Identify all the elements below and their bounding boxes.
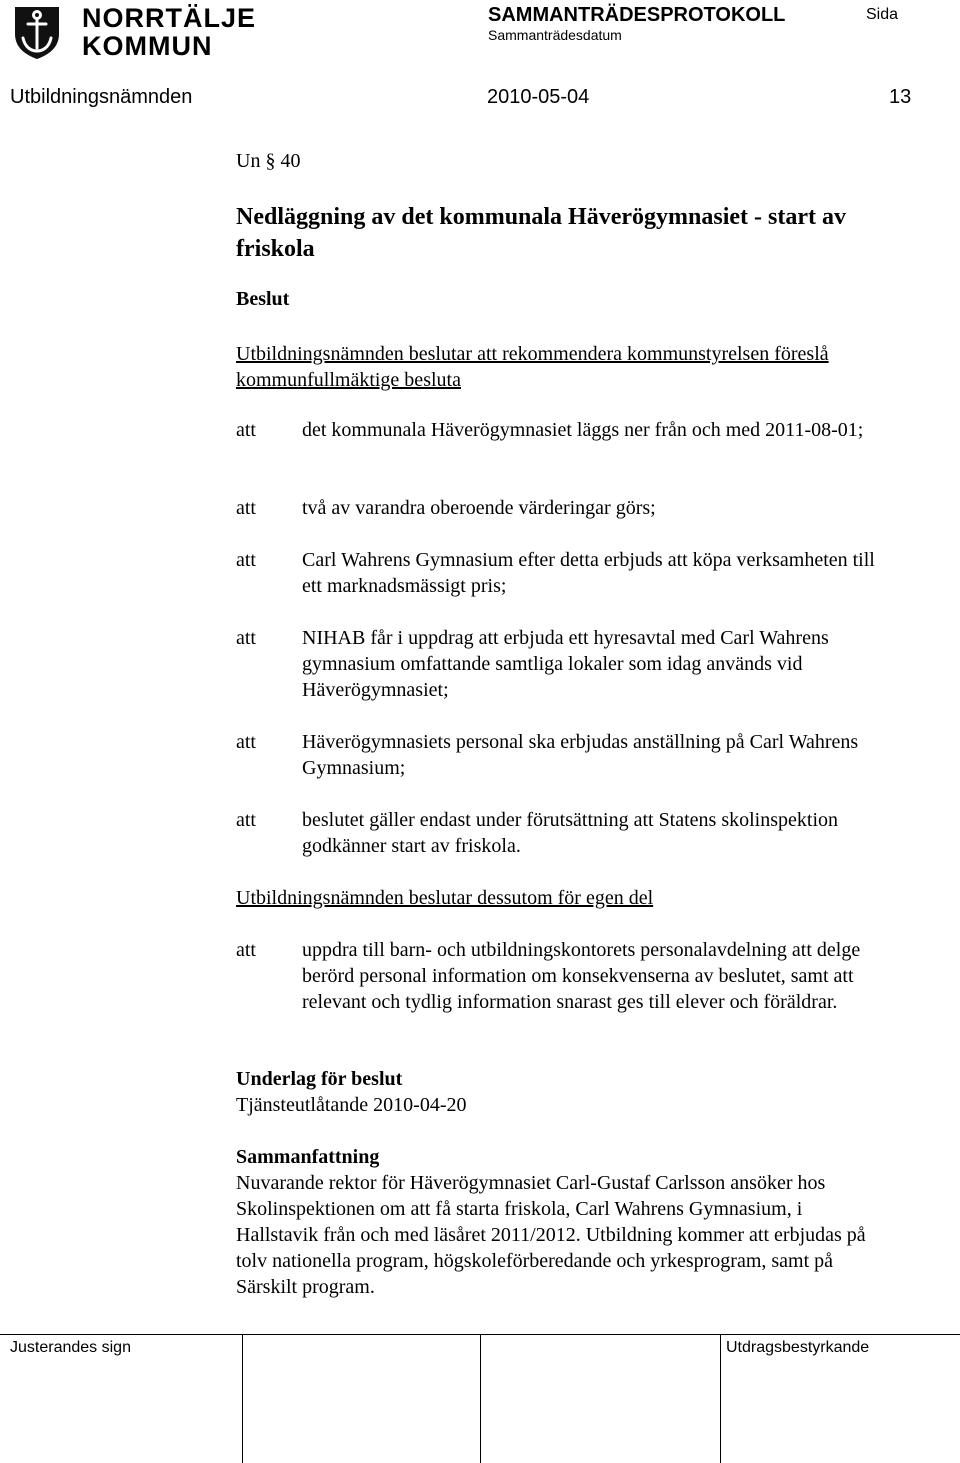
att-label: att — [236, 731, 256, 753]
att-label: att — [236, 627, 256, 649]
logo-wordmark-line2: KOMMUN — [82, 31, 213, 61]
page-number: 13 — [889, 86, 912, 108]
decision-clause: beslutet gäller endast under förutsättning att Statens skolinspektion godkänner start av friskola. — [302, 809, 839, 857]
meeting-date-caption: Sammanträdesdatum — [488, 27, 622, 43]
decision-clause: Häverögymnasiets personal ska erbjudas anställning på Carl Wahrens Gymnasium; — [302, 731, 859, 779]
decision-clause: NIHAB får i uppdrag att erbjuda ett hyresavtal med Carl Wahrens gymnasium omfattande samtliga lokaler som idag används vid Häverögymnasiet; — [302, 627, 829, 701]
att-label: att — [236, 939, 256, 961]
own-decision-clause: uppdra till barn- och utbildningskontorets personalavdelning att delge berörd personal information om konsekvenserna av beslutet, samt att relevant och tydlig information snarast ges till elever och föräldrar. — [302, 939, 861, 1013]
att-label: att — [236, 419, 256, 441]
meeting-date: 2010-05-04 — [487, 86, 590, 108]
decision-heading: Beslut — [236, 288, 290, 310]
section-reference: Un § 40 — [236, 150, 301, 172]
own-decision-heading: Utbildningsnämnden beslutar dessutom för egen del — [236, 887, 654, 909]
municipality-crest-icon — [12, 4, 62, 60]
summary-heading: Sammanfattning — [236, 1146, 380, 1168]
basis-heading: Underlag för beslut — [236, 1068, 403, 1090]
footer-column-divider — [242, 1334, 243, 1463]
decision-clause: det kommunala Häverögymnasiet läggs ner från och med 2011-08-01; — [302, 419, 864, 441]
document-type: SAMMANTRÄDESPROTOKOLL — [488, 4, 786, 26]
excerpt-certification-label: Utdragsbestyrkande — [726, 1339, 870, 1356]
page-title: Nedläggning av det kommunala Häverögymnasiet - start av friskola — [236, 204, 846, 262]
basis-text: Tjänsteutlåtande 2010-04-20 — [236, 1094, 467, 1116]
att-label: att — [236, 549, 256, 571]
decision-clause: Carl Wahrens Gymnasium efter detta erbjuds att köpa verksamheten till ett marknadsmässigt pris; — [302, 549, 875, 597]
decision-intro: Utbildningsnämnden beslutar att rekommendera kommunstyrelsen föreslå kommunfullmäktige besluta — [236, 343, 829, 391]
committee-name: Utbildningsnämnden — [10, 86, 193, 108]
att-label: att — [236, 497, 256, 519]
footer-column-divider — [720, 1334, 721, 1463]
footer-column-divider — [480, 1334, 481, 1463]
page-caption: Sida — [866, 6, 899, 23]
summary-text: Nuvarande rektor för Häverögymnasiet Carl-Gustaf Carlsson ansöker hos Skolinspektionen om att få starta friskola, Carl Wahrens Gymnasium, i Hallstavik från och med läsåret 2011/2012. Utbildning kommer att erbjudas på tolv nationella program, högskoleförberedande och yrkesprogram, samt på Särskilt program. — [236, 1172, 866, 1298]
signature-label: Justerandes sign — [10, 1339, 131, 1356]
att-label: att — [236, 809, 256, 831]
decision-clause: två av varandra oberoende värderingar görs; — [302, 497, 656, 519]
logo-wordmark-line1: NORRTÄLJE — [82, 3, 257, 33]
